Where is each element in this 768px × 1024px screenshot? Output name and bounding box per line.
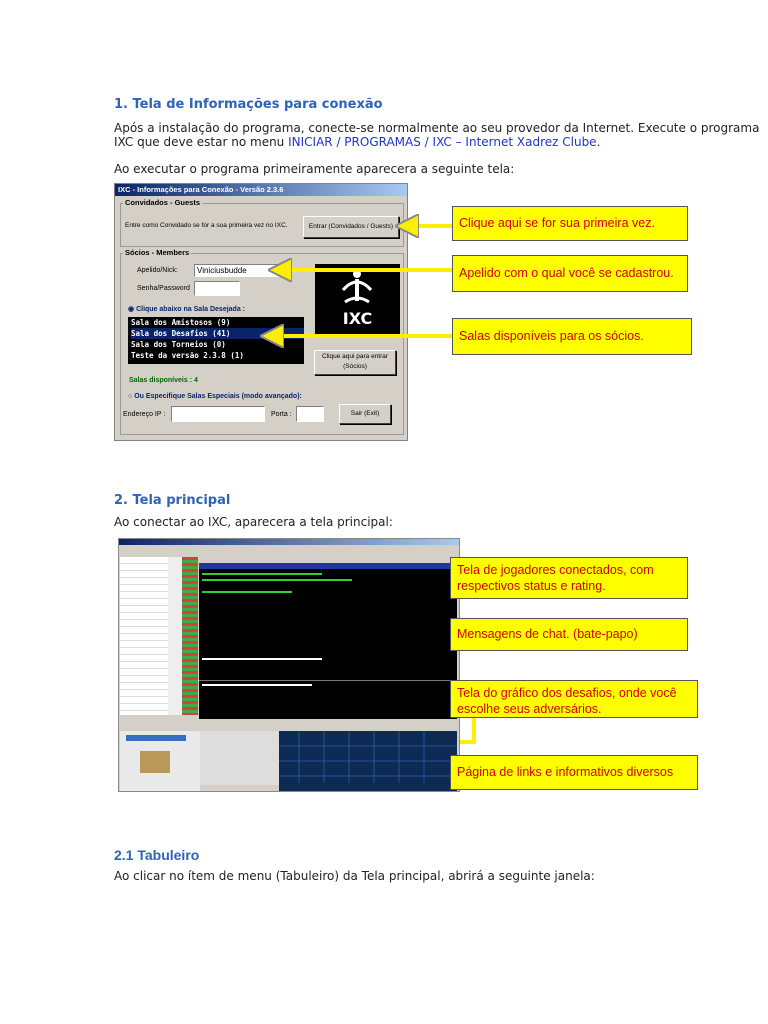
enter-button-line1: Clique aqui para entrar <box>321 353 389 360</box>
guests-group-label: Convidados - Guests <box>125 198 201 207</box>
callout-players: Tela de jogadores conectados, com respectivos status e rating. <box>450 557 688 599</box>
rating-column <box>168 557 182 715</box>
port-label: Porta : <box>271 411 292 418</box>
paragraph: Ao executar o programa primeiramente aparecera a seguinte tela: <box>114 162 515 176</box>
password-label: Senha/Password <box>137 285 190 292</box>
menu-path-link: INICIAR / PROGRAMAS / IXC – Internet Xadrez Clube. <box>288 135 601 149</box>
rooms-available: Salas disponíveis : 4 <box>129 377 198 384</box>
callout-nickname: Apelido com o qual você se cadastrou. <box>452 255 688 292</box>
section-heading-2: 2. Tela principal <box>114 493 231 508</box>
grid-graphic <box>279 731 457 791</box>
section-heading-2-1: 2.1 Tabuleiro <box>114 847 200 863</box>
enter-button-line2: (Sócios) <box>343 363 367 370</box>
list-item[interactable]: Teste da versão 2.3.8 (1) <box>131 351 244 360</box>
ip-label: Endereço IP : <box>123 411 166 418</box>
logo-text: IXC <box>342 309 373 328</box>
callout-first-time: Clique aqui se for sua primeira vez. <box>452 206 688 241</box>
list-item[interactable]: Sala dos Desafios (41) <box>131 328 304 339</box>
challenge-graph-list <box>200 731 279 791</box>
paragraph-text: IXC que deve estar no menu <box>114 135 289 149</box>
nick-label: Apelido/Nick: <box>137 267 178 274</box>
callout-chat: Mensagens de chat. (bate-papo) <box>450 618 688 651</box>
main-screen-screenshot <box>118 538 460 792</box>
exit-button[interactable]: Sair (Exit) <box>339 404 391 424</box>
paragraph: Ao clicar no ítem de menu (Tabuleiro) da Tela principal, abrirá a seguinte janela: <box>114 869 595 883</box>
callout-challenge-graph: Tela do gráfico dos desafios, onde você escolhe seus adversários. <box>450 680 698 718</box>
dialog-title: IXC - Informações para Conexão - Versão 2.3.6 <box>115 184 407 196</box>
status-column <box>182 557 198 715</box>
player-list <box>120 557 168 715</box>
chat-panel <box>199 563 457 727</box>
paragraph: Após a instalação do programa, conecte-se normalmente ao seu provedor da Internet. Execute o programa <box>114 121 760 135</box>
nick-input[interactable]: Viniciusbudde <box>194 264 280 277</box>
callout-links: Página de links e informativos diversos <box>450 755 698 790</box>
guests-button[interactable]: Entrar (Convidados / Guests) <box>303 216 399 238</box>
links-page <box>120 731 200 791</box>
list-item[interactable]: Sala dos Torneios (0) <box>131 340 226 349</box>
guests-text: Entre como Convidado se for a sua primeira vez no IXC. <box>125 222 288 229</box>
special-radio-label: Ou Especifique Salas Especiais (modo avançado): <box>134 393 302 400</box>
room-radio-label: Clique abaixo na Sala Desejada : <box>136 306 245 313</box>
challenge-graph <box>279 731 457 791</box>
radio-checked-icon: ◉ <box>128 306 135 313</box>
paragraph: Ao conectar ao IXC, aparecera a tela principal: <box>114 515 393 529</box>
section-heading-1: 1. Tela de Informações para conexão <box>114 97 383 112</box>
callout-rooms: Salas disponíveis para os sócios. <box>452 318 692 355</box>
members-group-label: Sócios - Members <box>125 248 190 257</box>
main-window-menubar <box>119 545 459 550</box>
list-item[interactable]: Sala dos Amistosos (9) <box>131 318 231 327</box>
radio-unchecked-icon: ○ <box>128 393 133 400</box>
